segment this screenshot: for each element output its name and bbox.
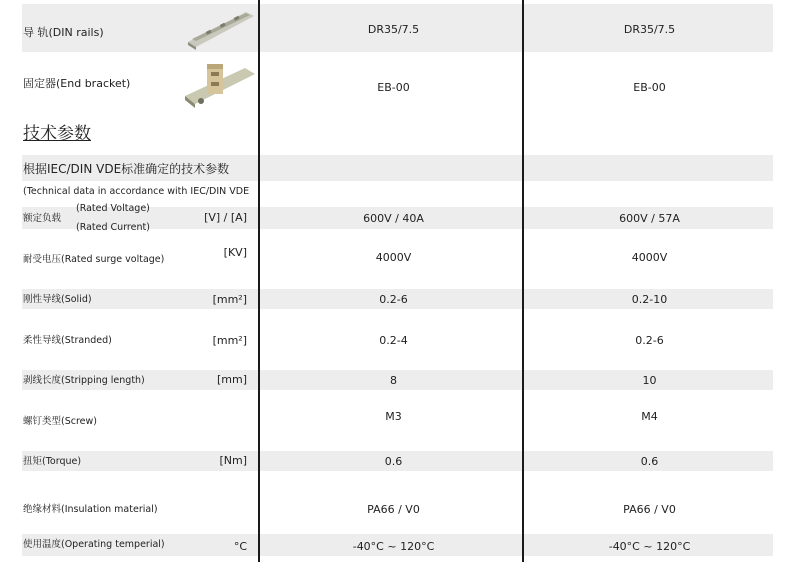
screw-type-value-1: M3 xyxy=(385,410,402,423)
surge-voltage-unit: [KV] xyxy=(223,246,247,259)
solid-wire-value-2: 0.2-10 xyxy=(631,293,668,306)
rated-load-value-2: 600V / 57A xyxy=(619,212,680,225)
end-bracket-label: 固定器(End bracket) xyxy=(23,77,131,90)
end-bracket-value-1: EB-00 xyxy=(377,81,410,94)
end-bracket-value-2: EB-00 xyxy=(633,81,666,94)
stripping-length-unit: [mm] xyxy=(216,373,247,386)
solid-wire-label: 刚性导线(Solid) xyxy=(23,294,92,305)
insulation-material-value-1: PA66 / V0 xyxy=(367,503,420,516)
torque-value-1: 0.6 xyxy=(384,455,403,468)
din-rails-value-1: DR35/7.5 xyxy=(367,23,420,36)
solid-wire-unit: [mm²] xyxy=(212,293,247,306)
rated-current-label: (Rated Current) xyxy=(76,222,150,233)
din-rails-value-2: DR35/7.5 xyxy=(623,23,676,36)
stripping-length-value-2: 10 xyxy=(642,374,657,387)
surge-voltage-value-1: 4000V xyxy=(375,251,412,264)
rated-load-value-1: 600V / 40A xyxy=(363,212,424,225)
stripping-length-label: 剥线长度(Stripping length) xyxy=(23,375,145,386)
end-bracket-photo xyxy=(181,56,259,114)
subtitle-chinese: 根据IEC/DIN VDE标准确定的技术参数 xyxy=(23,162,230,176)
stripping-length-value-1: 8 xyxy=(390,374,397,387)
section-title: 技术参数 xyxy=(23,124,91,144)
screw-type-label: 螺钉类型(Screw) xyxy=(23,416,97,427)
operating-temperature-value-2: -40°C ~ 120°C xyxy=(608,540,691,553)
din-rail-photo xyxy=(186,8,256,50)
torque-label: 扭矩(Torque) xyxy=(23,456,82,467)
torque-unit: [Nm] xyxy=(219,454,247,467)
subtitle-english: (Technical data in accordance with IEC/DIN VDE xyxy=(23,186,250,197)
surge-voltage-label: 耐受电压(Rated surge voltage) xyxy=(23,254,165,265)
operating-temperature-label: 使用温度(Operating temperial) xyxy=(23,539,165,550)
insulation-material-label: 绝缘材料(Insulation material) xyxy=(23,504,158,515)
stranded-wire-label: 柔性导线(Stranded) xyxy=(23,335,112,346)
din-rails-label: 导 轨(DIN rails) xyxy=(23,26,104,39)
stranded-wire-value-2: 0.2-6 xyxy=(635,334,664,347)
operating-temperature-value-1: -40°C ~ 120°C xyxy=(352,540,435,553)
stranded-wire-unit: [mm²] xyxy=(212,334,247,347)
insulation-material-value-2: PA66 / V0 xyxy=(623,503,676,516)
stranded-wire-value-1: 0.2-4 xyxy=(379,334,408,347)
screw-type-value-2: M4 xyxy=(641,410,658,423)
surge-voltage-value-2: 4000V xyxy=(631,251,668,264)
operating-temperature-unit: °C xyxy=(233,540,247,553)
rated-voltage-label: (Rated Voltage) xyxy=(76,203,150,214)
rated-load-unit: [V] / [A] xyxy=(204,211,247,224)
torque-value-2: 0.6 xyxy=(640,455,659,468)
rated-load-label: 额定负载 xyxy=(23,213,62,224)
solid-wire-value-1: 0.2-6 xyxy=(379,293,408,306)
